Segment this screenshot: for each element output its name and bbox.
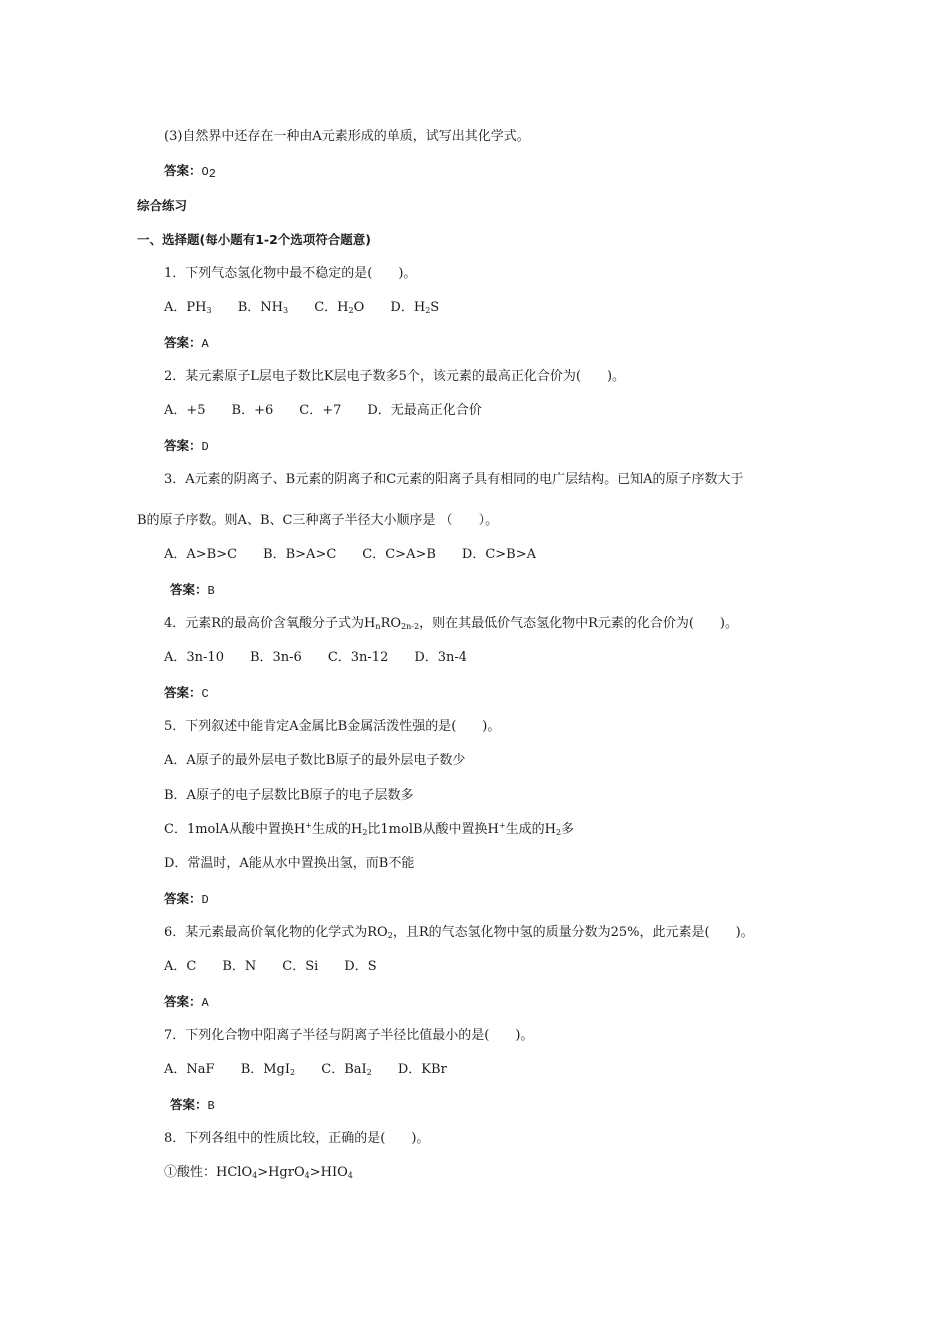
answer-row <box>164 162 216 181</box>
q5-option-c: C．1molA从酸中置换H+生成的$H_2$比1molB从酸中置换H+生成的$H_2$多 <box>164 821 575 837</box>
q2-text: 2．某元素原子L层电子数比K层电子数多5个，该元素的最高正化合价为( )。 <box>164 369 626 384</box>
answer-label: 答案： <box>164 994 202 1009</box>
answer-value: B <box>207 584 215 598</box>
answer-label: 答案： <box>170 1097 208 1112</box>
answer-value: B <box>207 1099 215 1113</box>
answer-value: D <box>201 440 209 454</box>
q1-answer <box>164 334 209 353</box>
q1-option-b: B．$NH_3$ <box>237 300 289 315</box>
q7-text: 7．下列化合物中阳离子半径与阴离子半径比值最小的是( )。 <box>164 1028 534 1043</box>
answer-label: 答案： <box>164 891 202 906</box>
q1-option-d: D．$H_2S$ <box>390 300 440 315</box>
q7-options <box>164 1061 469 1079</box>
answer-label: 答案： <box>170 582 208 597</box>
q2-answer <box>164 437 209 456</box>
q4-text: 4．元素R的最高价含氧酸分子式为$H_nRO_{2n-2}$，则在其最低价气态氢化物中R元素的化合价为( )。 <box>164 616 738 631</box>
q1-options <box>164 299 461 317</box>
q4-answer <box>164 684 209 703</box>
answer-value: A <box>201 337 209 351</box>
q7-option-a: A．NaF <box>164 1062 215 1077</box>
q2-options: A．+5 B．+6 C．+7 D．无最高正化合价 <box>164 403 482 418</box>
q6-options: A．C B．N C．Si D．S <box>164 959 377 974</box>
answer-subscript: 2 <box>208 167 216 181</box>
q3-text-line1: 3．A元素的阴离子、B元素的阴离子和C元素的阳离子具有相同的电广层结构。已知A的原子序数大于 <box>164 472 744 487</box>
part-title: 一、选择题(每小题有1-2个选项符合题意) <box>137 232 372 247</box>
q1-text: 1．下列气态氢化物中最不稳定的是( )。 <box>164 266 417 281</box>
q3-options: A．A>B>C B．B>A>C C．C>A>B D．C>B>A <box>164 547 537 562</box>
answer-label: 答案： <box>164 438 202 453</box>
answer-label: 答案： <box>164 685 202 700</box>
q5-option-d: D．常温时，A能从水中置换出氢，而B不能 <box>164 856 415 871</box>
answer-value: A <box>201 996 209 1010</box>
q7-answer <box>170 1096 215 1115</box>
answer-label: 答案： <box>164 163 202 178</box>
q1-option-a: A．$PH_3$ <box>164 300 212 315</box>
answer-value: D <box>201 893 209 907</box>
q7-option-c: C．BaI$_2$ <box>321 1062 372 1077</box>
q7-option-b: B．MgI$_2$ <box>240 1062 296 1077</box>
question-3-text: (3)自然界中还存在一种由A元素形成的单质，试写出其化学式。 <box>164 129 530 144</box>
answer-value: O <box>201 165 209 179</box>
q3-answer <box>170 581 215 600</box>
q4-options: A．3n-10 B．3n-6 C．3n-12 D．3n-4 <box>164 650 468 665</box>
q6-text: 6．某元素最高价氧化物的化学式为$RO_2$，且R的气态氢化物中氢的质量分数为25%，此元素是( )。 <box>164 925 754 940</box>
answer-value: C <box>201 687 209 701</box>
q1-option-c: C．$H_2O$ <box>314 300 365 315</box>
answer-label: 答案： <box>164 335 202 350</box>
q3-text-line2: B的原子序数。则A、B、C三种离子半径大小顺序是 （ ）。 <box>137 513 499 528</box>
q5-option-a: A．A原子的最外层电子数比B原子的最外层电子数少 <box>164 753 466 768</box>
q8-text: 8．下列各组中的性质比较，正确的是( )。 <box>164 1131 430 1146</box>
q8-item-1: ①酸性：$HClO_4>HgrO_4>HIO_4$ <box>164 1165 353 1180</box>
q5-answer <box>164 890 209 909</box>
section-title: 综合练习 <box>137 198 188 213</box>
q6-answer <box>164 993 209 1012</box>
q5-option-b: B．A原子的电子层数比B原子的电子层数多 <box>164 788 414 803</box>
q5-text: 5．下列叙述中能肯定A金属比B金属活泼性强的是( )。 <box>164 719 501 734</box>
q7-option-d: D．KBr <box>397 1062 447 1077</box>
